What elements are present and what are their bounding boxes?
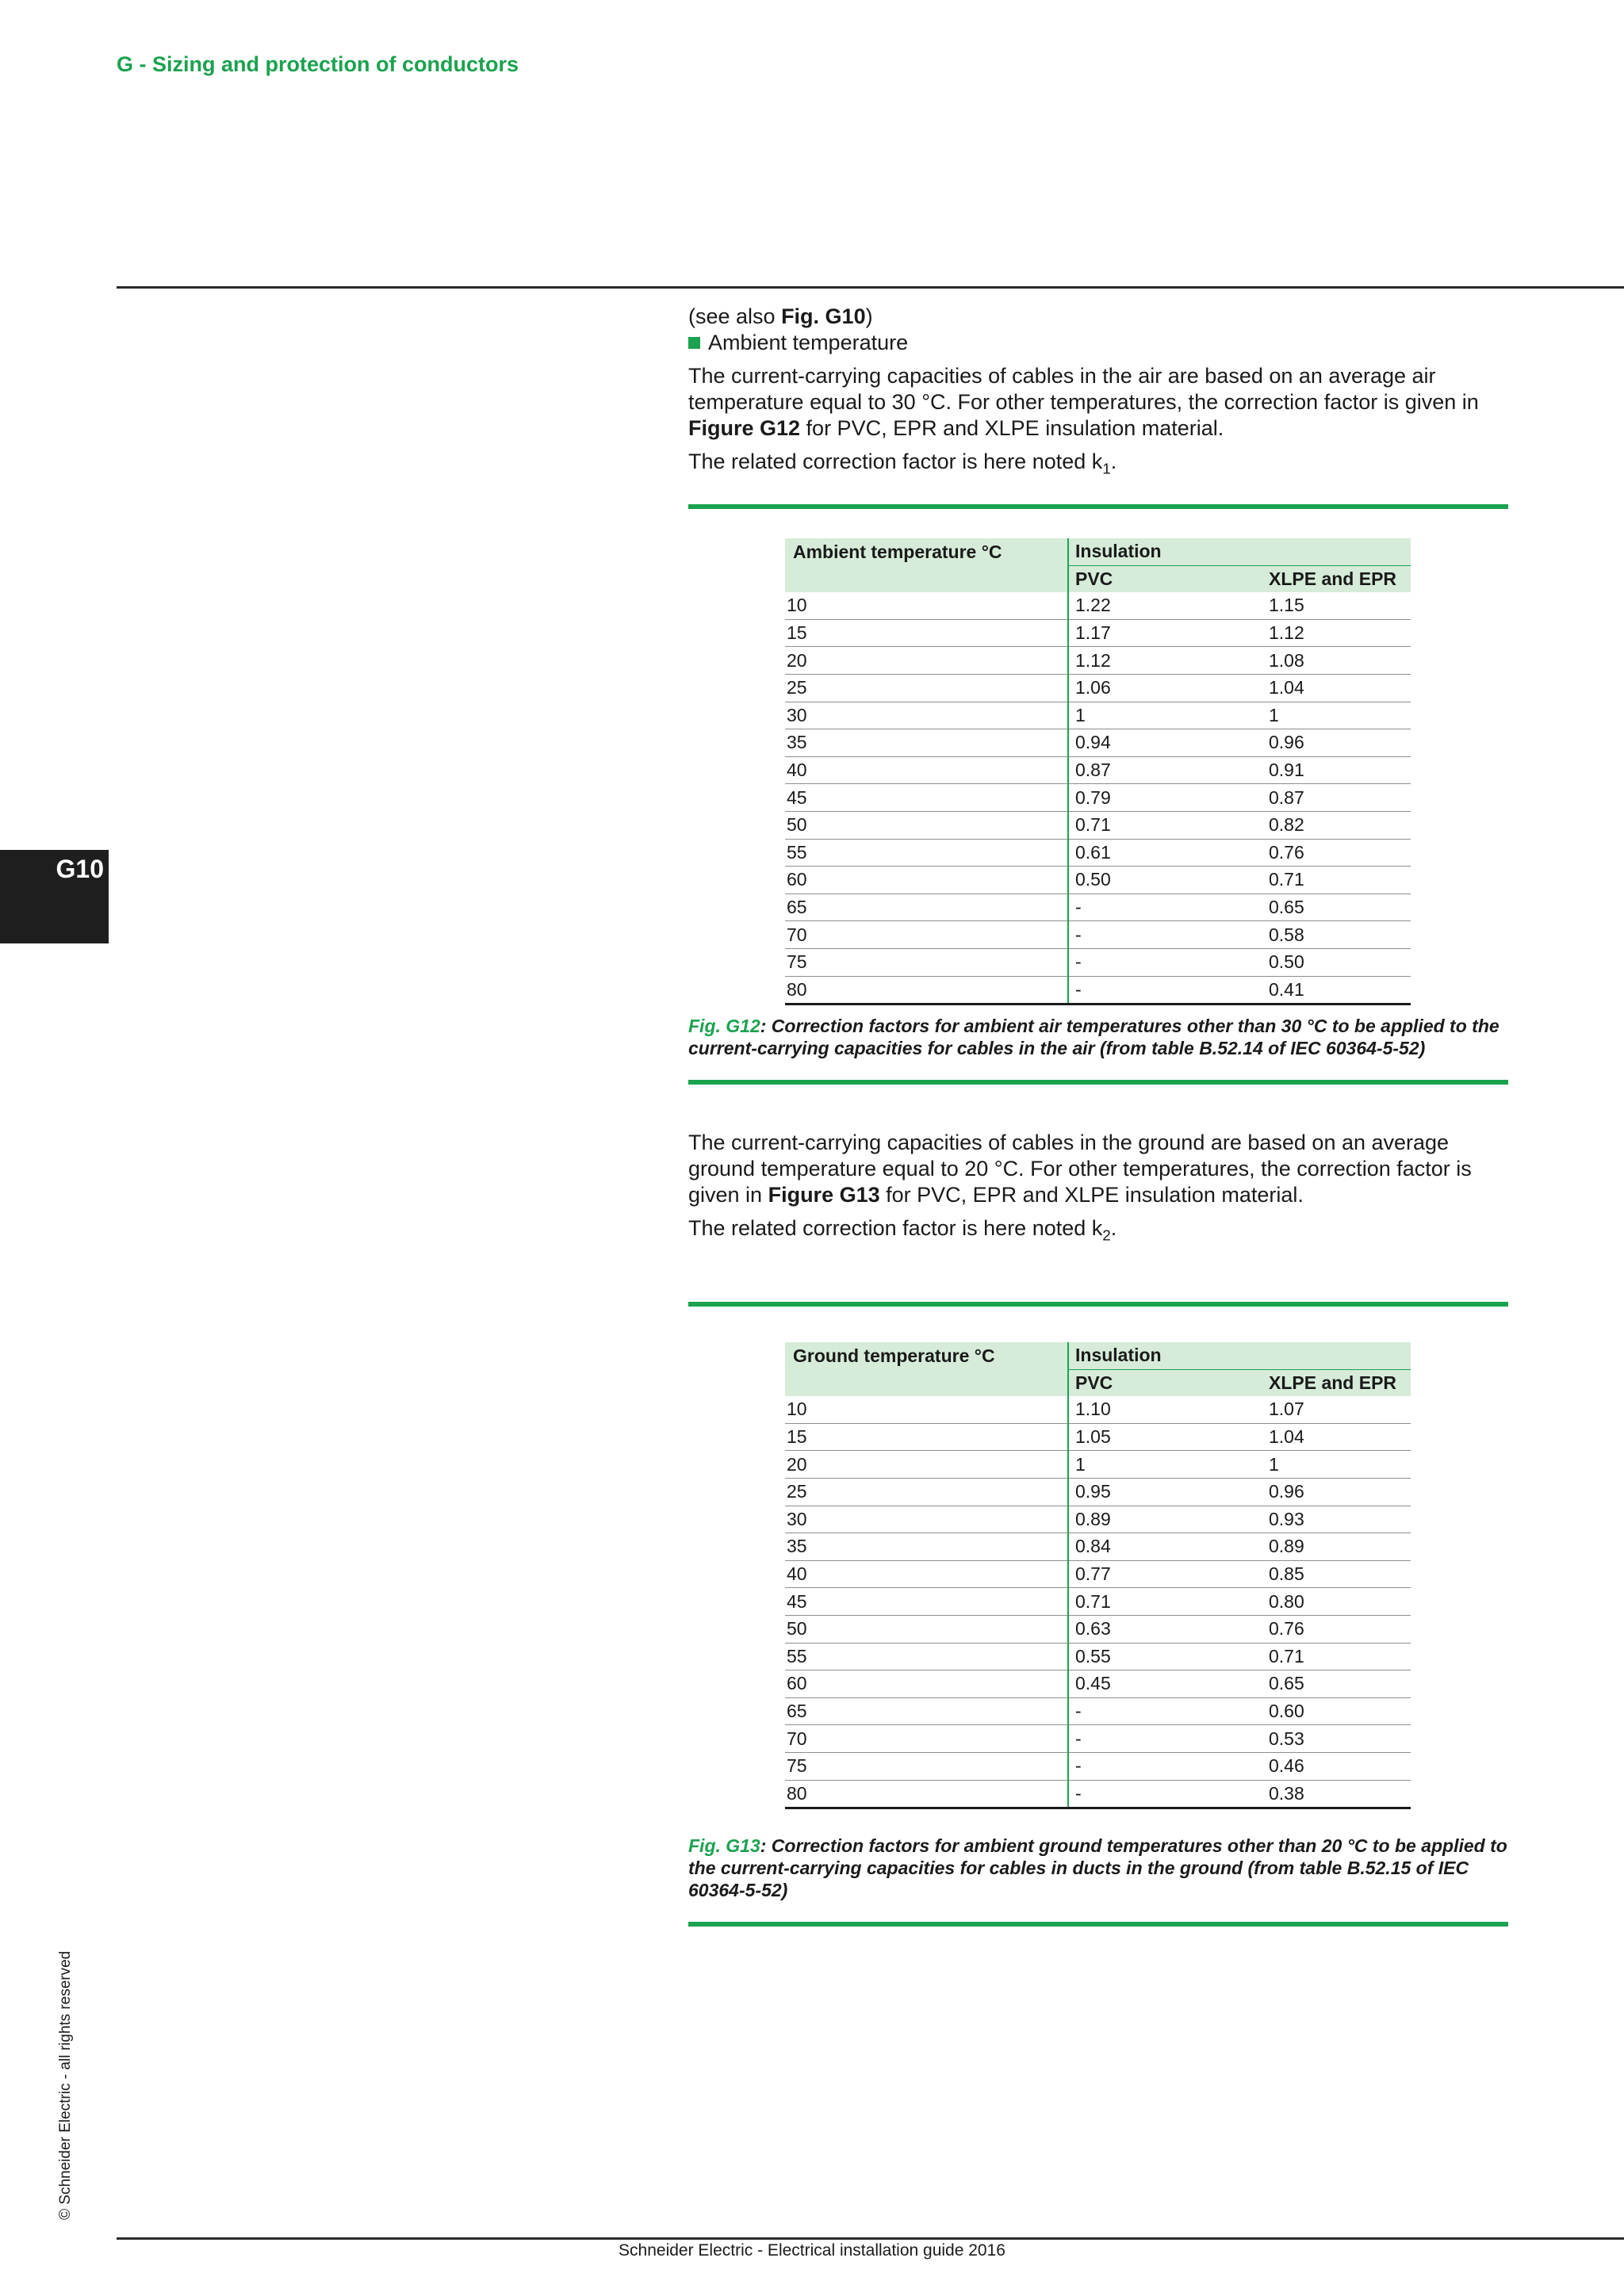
xlpe-epr-cell: 1.04: [1262, 674, 1411, 702]
table-row: [785, 619, 1411, 647]
pvc-cell: 0.45: [1068, 1670, 1262, 1698]
table-g12-body: [785, 592, 1411, 1004]
top-divider: [117, 286, 1624, 289]
table-row: [785, 1423, 1411, 1451]
xlpe-epr-cell: 1.04: [1262, 1423, 1411, 1451]
table-row: [785, 784, 1411, 812]
figure-g12-label: Fig. G12: [688, 1016, 760, 1036]
table-row: [785, 948, 1411, 976]
temperature-cell: 45: [785, 784, 1068, 812]
xlpe-epr-cell: 0.76: [1262, 1615, 1411, 1643]
xlpe-epr-cell: 0.80: [1262, 1588, 1411, 1616]
page-number: G10: [56, 855, 104, 883]
figure-g12-bottom-rule: [688, 1080, 1508, 1085]
pvc-cell: 0.95: [1068, 1478, 1262, 1506]
temperature-cell: 15: [785, 619, 1068, 647]
table-row: [785, 921, 1411, 949]
bottom-divider: [117, 2237, 1624, 2240]
pvc-cell: -: [1068, 1725, 1262, 1753]
table-row: [785, 1697, 1411, 1725]
xlpe-epr-cell: 0.65: [1262, 1670, 1411, 1698]
table-row: [785, 1725, 1411, 1753]
xlpe-epr-cell: 1: [1262, 1451, 1411, 1479]
pvc-cell: 1.10: [1068, 1396, 1262, 1423]
temperature-cell: 25: [785, 1478, 1068, 1506]
intro-paragraph: The current-carrying capacities of cables in the air are based on an average air temperature equal to 30 °C. For other temperatures, the correction factor is given in Figure G12 for PVC, EPR and XLPE insulation material.: [688, 364, 1479, 440]
k1-paragraph: The related correction factor is here noted $k_1$.: [688, 450, 1117, 478]
xlpe-epr-cell: 0.46: [1262, 1752, 1411, 1780]
pvc-cell: 0.61: [1068, 839, 1262, 867]
xlpe-epr-cell: 0.91: [1262, 756, 1411, 784]
pvc-cell: 1: [1068, 702, 1262, 729]
figure-g13-caption: Fig. G13: Correction factors for ambient ground temperatures other than 20 °C to be applied to the current-carrying capacities for cables in ducts in the ground (from table B.52.15 of IEC 60364-5-52): [688, 1835, 1507, 1900]
xlpe-epr-cell: 0.87: [1262, 784, 1411, 812]
temperature-cell: 55: [785, 839, 1068, 867]
temperature-cell: 20: [785, 647, 1068, 675]
copyright-notice: © Schneider Electric - all rights reserved: [57, 1950, 74, 2220]
figure-g13-top-rule: [688, 1302, 1508, 1307]
temperature-cell: 70: [785, 1725, 1068, 1753]
table-g13: [785, 1342, 1411, 1809]
table-row: [785, 976, 1411, 1004]
temperature-cell: 30: [785, 702, 1068, 729]
pvc-cell: 0.63: [1068, 1615, 1262, 1643]
temperature-cell: 35: [785, 1533, 1068, 1561]
figure-g12-top-rule: [688, 504, 1508, 509]
pvc-cell: 1.22: [1068, 592, 1262, 619]
xlpe-epr-cell: 1.12: [1262, 619, 1411, 647]
see-also-ref: Fig. G10: [781, 304, 866, 328]
pvc-cell: 0.87: [1068, 756, 1262, 784]
xlpe-epr-cell: 0.76: [1262, 839, 1411, 867]
pvc-cell: 1.12: [1068, 647, 1262, 675]
table-row: [785, 647, 1411, 675]
ground-section: [688, 1130, 1505, 1249]
table-g13-body: [785, 1396, 1411, 1808]
temperature-cell: 75: [785, 1752, 1068, 1780]
intro-section: [688, 304, 1505, 482]
temperature-cell: 80: [785, 1780, 1068, 1808]
temperature-cell: 10: [785, 592, 1068, 619]
table-g13-pvc-header: PVC: [1068, 1369, 1262, 1396]
table-row: [785, 867, 1411, 894]
pvc-cell: -: [1068, 1697, 1262, 1725]
table-row: [785, 811, 1411, 839]
pvc-cell: -: [1068, 894, 1262, 921]
xlpe-epr-cell: 0.38: [1262, 1780, 1411, 1808]
pvc-cell: 1.05: [1068, 1423, 1262, 1451]
xlpe-epr-cell: 0.82: [1262, 811, 1411, 839]
table-g12-pvc-header: PVC: [1068, 565, 1262, 592]
xlpe-epr-cell: 1: [1262, 702, 1411, 729]
temperature-cell: 60: [785, 1670, 1068, 1698]
temperature-cell: 15: [785, 1423, 1068, 1451]
table-row: [785, 1752, 1411, 1780]
xlpe-epr-cell: 0.41: [1262, 976, 1411, 1004]
table-g12: [785, 538, 1411, 1005]
table-row: [785, 592, 1411, 619]
temperature-cell: 65: [785, 894, 1068, 921]
pvc-cell: 1.06: [1068, 674, 1262, 702]
figure-ref-g13: Figure G13: [768, 1183, 880, 1207]
pvc-cell: 1: [1068, 1451, 1262, 1479]
temperature-cell: 65: [785, 1697, 1068, 1725]
xlpe-epr-cell: 0.93: [1262, 1506, 1411, 1533]
temperature-cell: 70: [785, 921, 1068, 949]
table-row: [785, 1588, 1411, 1616]
xlpe-epr-cell: 0.85: [1262, 1560, 1411, 1588]
table-row: [785, 1780, 1411, 1808]
temperature-cell: 10: [785, 1396, 1068, 1423]
temperature-cell: 50: [785, 1615, 1068, 1643]
temperature-cell: 50: [785, 811, 1068, 839]
table-g12-group-header: Insulation: [1068, 538, 1411, 565]
pvc-cell: 0.79: [1068, 784, 1262, 812]
pvc-cell: 0.71: [1068, 811, 1262, 839]
pvc-cell: 0.71: [1068, 1588, 1262, 1616]
temperature-cell: 25: [785, 674, 1068, 702]
temperature-cell: 40: [785, 1560, 1068, 1588]
xlpe-epr-cell: 0.96: [1262, 1478, 1411, 1506]
table-g12-xlpe-header: XLPE and EPR: [1262, 565, 1411, 592]
table-row: [785, 1478, 1411, 1506]
pvc-cell: 0.50: [1068, 867, 1262, 894]
pvc-cell: 1.17: [1068, 619, 1262, 647]
xlpe-epr-cell: 0.58: [1262, 921, 1411, 949]
bullet-ambient-temperature: Ambient temperature: [688, 330, 1505, 356]
pvc-cell: 0.55: [1068, 1643, 1262, 1670]
figure-ref: Figure G12: [688, 416, 801, 440]
figure-g13-bottom-rule: [688, 1922, 1508, 1927]
table-row: [785, 1670, 1411, 1698]
xlpe-epr-cell: 0.53: [1262, 1725, 1411, 1753]
xlpe-epr-cell: 0.71: [1262, 867, 1411, 894]
temperature-cell: 55: [785, 1643, 1068, 1670]
table-row: [785, 839, 1411, 867]
pvc-cell: 0.84: [1068, 1533, 1262, 1561]
table-row: [785, 894, 1411, 921]
pvc-cell: 0.77: [1068, 1560, 1262, 1588]
temperature-cell: 45: [785, 1588, 1068, 1616]
xlpe-epr-cell: 0.89: [1262, 1533, 1411, 1561]
xlpe-epr-cell: 0.50: [1262, 948, 1411, 976]
pvc-cell: -: [1068, 1752, 1262, 1780]
square-bullet-icon: [688, 337, 700, 349]
xlpe-epr-cell: 1.07: [1262, 1396, 1411, 1423]
footer-text: Schneider Electric - Electrical installation guide 2016: [619, 2241, 1005, 2260]
table-g13-group-header: Insulation: [1068, 1342, 1411, 1369]
table-row: [785, 729, 1411, 757]
table-row: [785, 1643, 1411, 1670]
ground-paragraph: The current-carrying capacities of cables in the ground are based on an average ground temperature equal to 20 °C. For other temperatures, the correction factor is given in Figure G13 for PVC, EPR and XLPE insulation material.: [688, 1131, 1472, 1207]
table-row: [785, 1533, 1411, 1561]
table-g12-col1-header: Ambient temperature °C: [785, 538, 1068, 592]
temperature-cell: 20: [785, 1451, 1068, 1479]
page-tab: [0, 850, 109, 943]
figure-g12-caption: Fig. G12: Correction factors for ambient air temperatures other than 30 °C to be applied to the current-carrying capacities for cables in the air (from table B.52.14 of IEC 60364-5-52): [688, 1016, 1500, 1058]
table-g13-xlpe-header: XLPE and EPR: [1262, 1369, 1411, 1396]
temperature-cell: 30: [785, 1506, 1068, 1533]
pvc-cell: -: [1068, 1780, 1262, 1808]
pvc-cell: -: [1068, 948, 1262, 976]
table-row: [785, 1615, 1411, 1643]
xlpe-epr-cell: 0.65: [1262, 894, 1411, 921]
table-g13-col1-header: Ground temperature °C: [785, 1342, 1068, 1396]
temperature-cell: 60: [785, 867, 1068, 894]
temperature-cell: 75: [785, 948, 1068, 976]
xlpe-epr-cell: 1.08: [1262, 647, 1411, 675]
table-row: [785, 674, 1411, 702]
table-row: [785, 702, 1411, 729]
pvc-cell: -: [1068, 976, 1262, 1004]
temperature-cell: 40: [785, 756, 1068, 784]
xlpe-epr-cell: 0.71: [1262, 1643, 1411, 1670]
k2-paragraph: The related correction factor is here noted $k_2$.: [688, 1216, 1117, 1245]
pvc-cell: 0.94: [1068, 729, 1262, 757]
table-row: [785, 1560, 1411, 1588]
table-row: [785, 1506, 1411, 1533]
see-also-line: (see also Fig. G10): [688, 304, 873, 328]
xlpe-epr-cell: 0.60: [1262, 1697, 1411, 1725]
xlpe-epr-cell: 1.15: [1262, 592, 1411, 619]
page-header-title: G - Sizing and protection of conductors: [117, 52, 519, 76]
table-row: [785, 1396, 1411, 1423]
temperature-cell: 35: [785, 729, 1068, 757]
xlpe-epr-cell: 0.96: [1262, 729, 1411, 757]
table-row: [785, 1451, 1411, 1479]
temperature-cell: 80: [785, 976, 1068, 1004]
pvc-cell: -: [1068, 921, 1262, 949]
table-row: [785, 756, 1411, 784]
figure-g13-label: Fig. G13: [688, 1835, 760, 1856]
pvc-cell: 0.89: [1068, 1506, 1262, 1533]
